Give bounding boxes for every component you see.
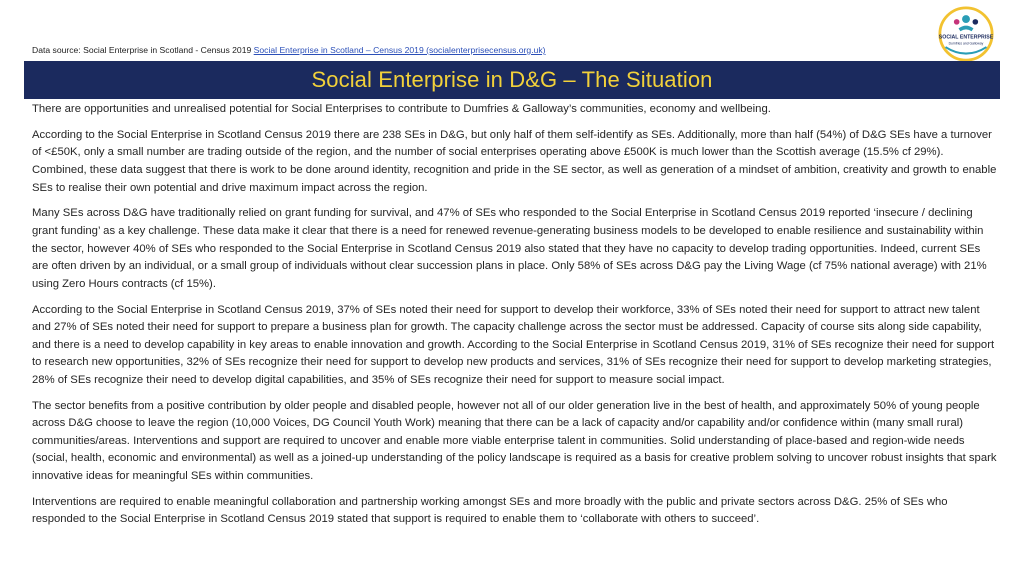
paragraph-grant-funding: Many SEs across D&G have traditionally relied on grant funding for survival, and 47% of SEs who responded to the Social Enterprise in Scotland Census 2019 reported ‘insecure / declining grant funding’ as a key challenge. These data make it clear that there is a need for renewed revenue-generating business models to be developed to enable resilience and sustainability within the sector, however 40% of SEs who responded to the Social Enterprise in Scotland Census 2019 also stated that they have no capacity to develop trading opportunities. Indeed, current SEs are often driven by an individual, or a small group of individuals without clear succession plans in place. Only 58% of SEs across D&G pay the Living Wage (cf 75% national average) with 21% using Zero Hours contracts (cf 15%).	[32, 207, 987, 290]
logo-person-icon	[962, 15, 970, 23]
paragraph-collaboration: Interventions are required to enable meaningful collaboration and partnership working amongst SEs and more broadly with the public and private sectors across D&G. 25% of SEs who responded to the Social Enterprise in Scotland Census 2019 stated that support is required to enable them to ‘collaborate with others to succeed’.	[32, 495, 948, 526]
logo-text-main: SOCIAL ENTERPRISE	[938, 34, 994, 41]
data-source-label: Data source: Social Enterprise in Scotland - Census 2019	[32, 45, 254, 55]
page-title: Social Enterprise in D&G – The Situation	[311, 67, 713, 92]
title-banner	[24, 61, 1000, 99]
logo-text-sub: Dumfries and Galloway	[948, 41, 984, 46]
paragraph-communities: The sector benefits from a positive contribution by older people and disabled people, however not all of our older generation live in the best of health, and approximately 50% of young people across D&G choose to leave the region (10,000 Voices, DG Council Youth Work) meaning that there can be a lack of capacity and/or capability and/or confidence within (many small rural) communities/areas. Interventions and support are required to uncover and enable more viable enterprise talent in communities. Solid understanding of place-based and region-wide needs (social, health, economic and environmental) as well as a joined-up understanding of the policy landscape is required as a basis for creative problem solving to uncover robust insights that spark innovative ideas for meaningful SEs within communities.	[32, 399, 997, 483]
body-text	[32, 101, 998, 537]
data-source-line	[32, 45, 546, 55]
paragraph-census-identity: According to the Social Enterprise in Scotland Census 2019 there are 238 SEs in D&G, but only half of them self-identify as SEs. Additionally, more than half (54%) of D&G SEs have a turnover of <£50K, only a small number are trading outside of the region, and the number of social enterprises operating above £500K is much lower than the Scottish average (15.5% cf 29%). Combined, these data suggest that there is work to be done around identity, recognition and pride in the SE sector, as well as generation of a mindset of ambition, creativity and growth to enable SEs to realise their own potential and drive maximum impact across the region.	[32, 128, 997, 194]
social-enterprise-dg-logo	[938, 6, 994, 62]
census-link[interactable]: Social Enterprise in Scotland – Census 2019 (socialenterprisecensus.org.uk)	[253, 45, 546, 55]
paragraph-intro: There are opportunities and unrealised potential for Social Enterprises to contribute to Dumfries & Galloway’s communities, economy and wellbeing.	[32, 103, 771, 115]
paragraph-capacity-capability: According to the Social Enterprise in Scotland Census 2019, 37% of SEs noted their need for support to develop their workforce, 33% of SEs noted their need for support to attract new talent and 27% of SEs noted their need for support to prepare a business plan for growth. The capacity challenge across the sector must be addressed. Capacity of course sits along side capability, and there is a need to develop capability in key areas to enable innovation and growth. According to the Social Enterprise in Scotland Census 2019, 31% of SEs recognize their need for support to research new opportunities, 32% of SEs recognize their need for support to develop new products and services, 31% of SEs recognize their need for support to develop marketing strategies, 28% of SEs recognize their need to develop digital capabilities, and 35% of SEs recognize their need for support to measure social impact.	[32, 303, 995, 386]
